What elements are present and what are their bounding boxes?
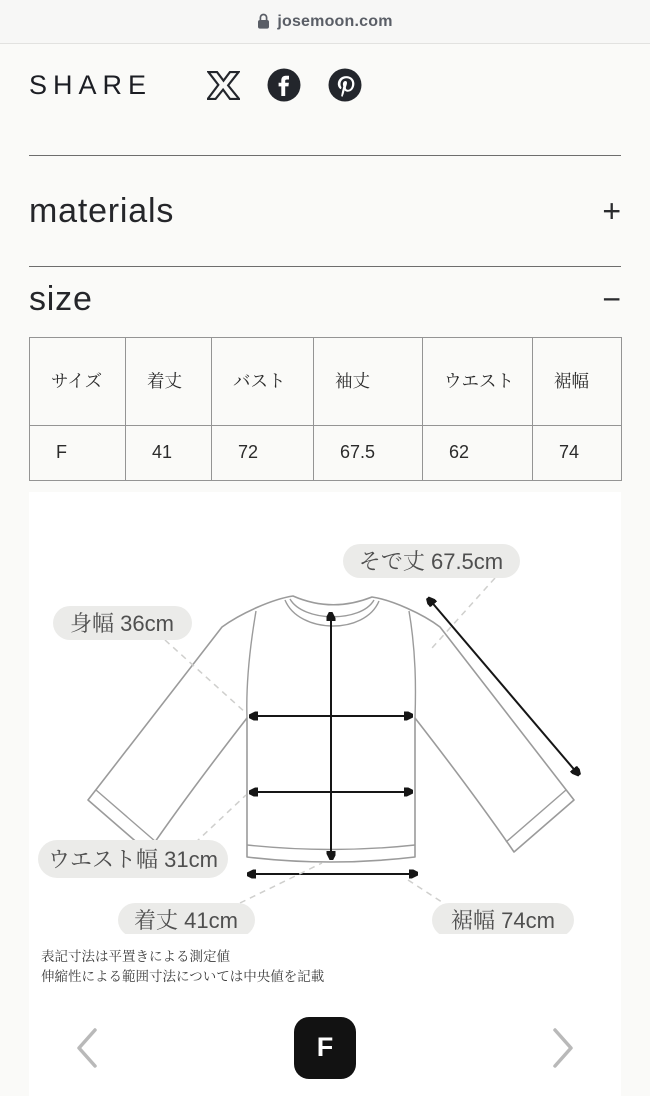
measurement-notes	[29, 939, 621, 988]
size-table-value-row	[30, 426, 622, 481]
table-cell: 62	[423, 426, 533, 481]
col-header: 袖丈	[314, 338, 423, 426]
materials-label: materials	[29, 191, 175, 230]
table-cell: 41	[126, 426, 212, 481]
note-line: 表記寸法は平置きによる測定値	[41, 949, 230, 964]
col-header: 着丈	[126, 338, 212, 426]
table-cell: 72	[212, 426, 314, 481]
connector-line	[195, 795, 246, 843]
next-chevron-icon[interactable]	[550, 1025, 576, 1071]
table-cell: 74	[533, 426, 622, 481]
waist-label: ウエスト幅 31cm	[48, 847, 218, 872]
plus-icon[interactable]: +	[602, 193, 621, 229]
lock-icon	[257, 13, 270, 30]
x-twitter-icon[interactable]	[207, 71, 240, 100]
share-row	[29, 56, 621, 114]
length-label: 着丈 41cm	[134, 908, 238, 933]
width-label: 身幅 36cm	[70, 611, 174, 636]
note-line: 伸縮性による範囲寸法については中央値を記載	[41, 969, 325, 985]
share-label: SHARE	[29, 69, 153, 100]
table-cell: 67.5	[314, 426, 423, 481]
col-header: 裾幅	[533, 338, 622, 426]
connector-line	[408, 880, 448, 906]
connector-line	[240, 863, 322, 903]
hem-label: 裾幅 74cm	[451, 908, 555, 933]
size-f-badge[interactable]: F	[294, 1017, 356, 1079]
browser-address-bar[interactable]	[0, 0, 650, 44]
minus-icon[interactable]: −	[602, 281, 621, 317]
garment-diagram	[29, 492, 621, 934]
url-text: josemoon.com	[277, 12, 393, 30]
size-table	[29, 337, 622, 481]
pinterest-icon[interactable]	[328, 68, 362, 102]
prev-chevron-icon[interactable]	[74, 1025, 100, 1071]
table-cell: F	[30, 426, 126, 481]
carousel-nav	[29, 1010, 621, 1086]
accordion-size[interactable]	[29, 267, 621, 331]
col-header: サイズ	[30, 338, 126, 426]
facebook-icon[interactable]	[267, 68, 301, 102]
size-table-header-row	[30, 338, 622, 426]
accordion-materials[interactable]	[29, 156, 621, 266]
size-label: size	[29, 279, 93, 318]
col-header: バスト	[212, 338, 314, 426]
size-diagram-panel	[29, 492, 621, 1096]
sleeve-label: そで丈 67.5cm	[358, 549, 504, 574]
col-header: ウエスト	[423, 338, 533, 426]
